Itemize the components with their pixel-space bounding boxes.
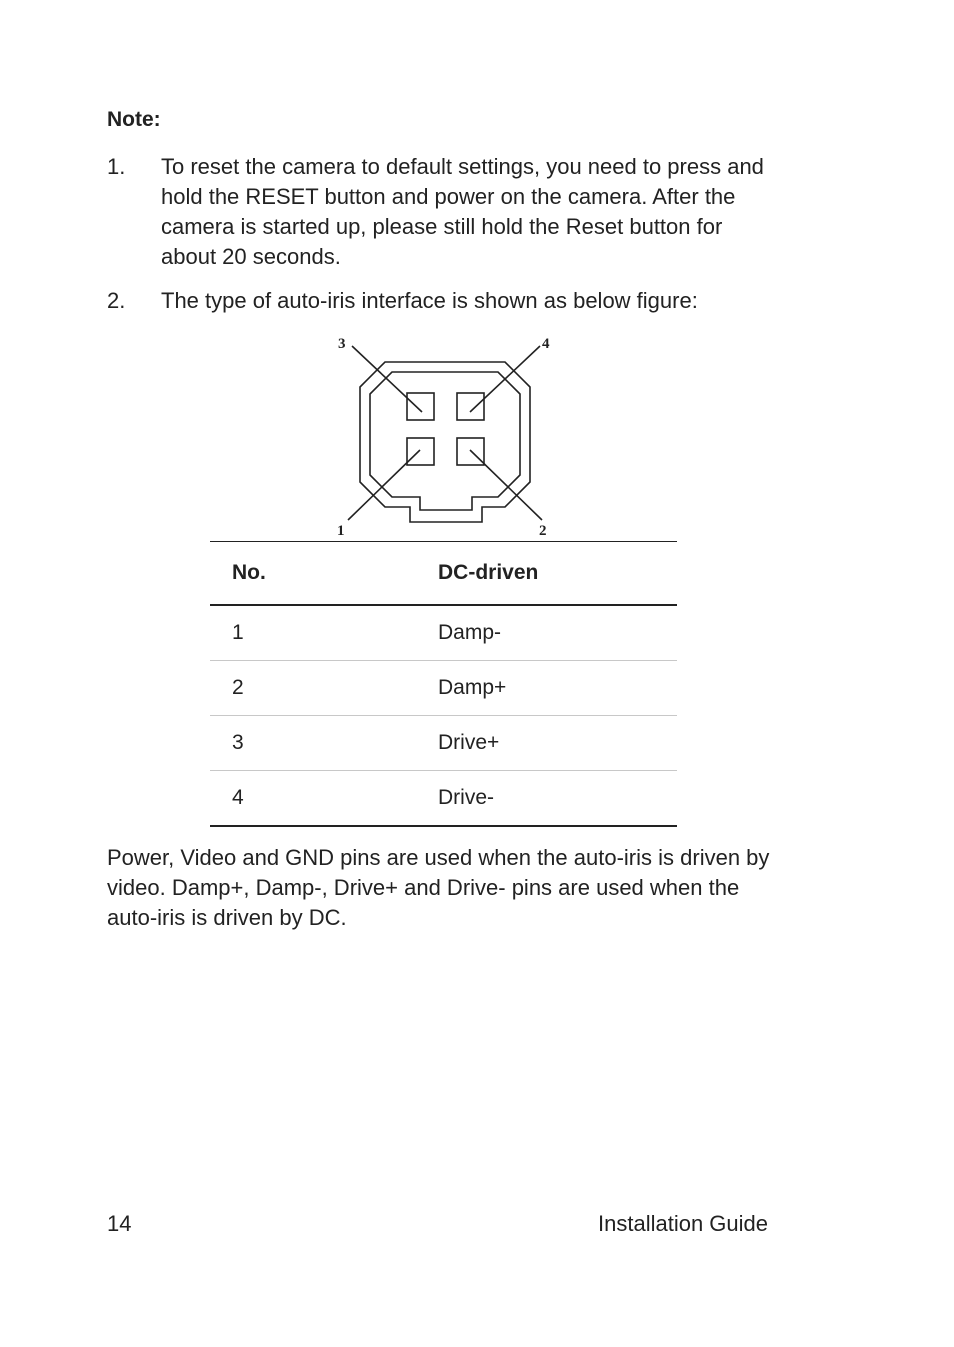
pin-function-cell: Drive+	[416, 716, 677, 771]
body-paragraph: Power, Video and GND pins are used when the auto-iris is driven by video. Damp+, Damp-, Drive+ and Drive- pins are used when the auto-iris is driven by DC.	[107, 845, 770, 930]
pin-square-1	[407, 438, 434, 465]
pin-function-cell: Drive-	[416, 771, 677, 827]
pin-number-cell: 4	[210, 771, 416, 827]
list-number: 2.	[107, 288, 126, 313]
table-row	[210, 716, 677, 771]
note-heading: Note:	[107, 108, 161, 131]
leader-line-2	[470, 450, 542, 520]
connector-outer-outline	[360, 362, 530, 522]
pin-assignment-table	[210, 541, 677, 827]
pin-label-3: 3	[338, 336, 346, 352]
pin-function-cell: Damp+	[416, 661, 677, 716]
pin-number-cell: 3	[210, 716, 416, 771]
list-text: To reset the camera to default settings, you need to press and hold the RESET button and power on the camera. After the camera is started up, please still hold the Reset button for about 20 seconds.	[161, 154, 764, 269]
pin-square-3	[407, 393, 434, 420]
pin-square-4	[457, 393, 484, 420]
pin-number-cell: 2	[210, 661, 416, 716]
pin-label-1: 1	[337, 523, 345, 538]
table-row	[210, 661, 677, 716]
column-header-dc-driven: DC-driven	[416, 542, 677, 606]
page-number: 14	[107, 1211, 132, 1236]
table-row	[210, 605, 677, 661]
auto-iris-connector-diagram	[330, 332, 560, 538]
table-row	[210, 771, 677, 827]
list-number: 1.	[107, 154, 126, 179]
pin-label-2: 2	[539, 523, 547, 538]
pin-function-cell: Damp-	[416, 605, 677, 661]
list-text: The type of auto-iris interface is shown as below figure:	[161, 288, 698, 313]
pin-label-4: 4	[542, 336, 550, 352]
connector-inner-outline	[370, 372, 520, 510]
column-header-no: No.	[210, 542, 416, 606]
pin-number-cell: 1	[210, 605, 416, 661]
table-header-row	[210, 542, 677, 606]
footer-doc-title: Installation Guide	[598, 1211, 768, 1236]
leader-line-3	[352, 346, 422, 412]
